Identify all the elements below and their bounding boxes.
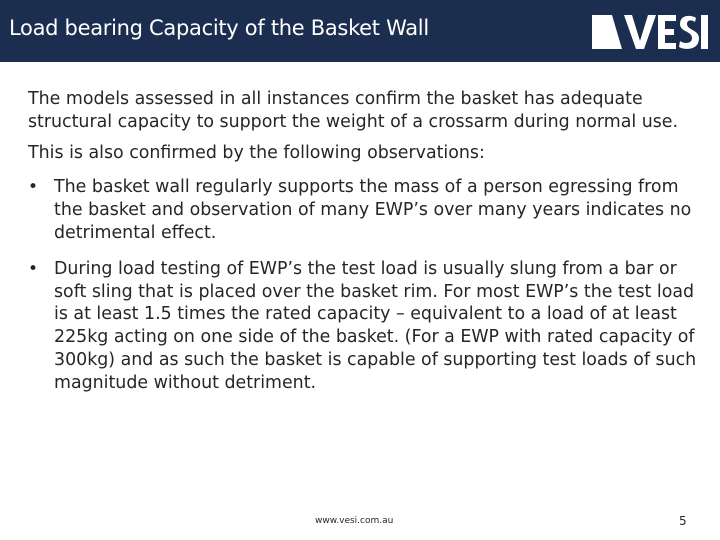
slide-title: Load bearing Capacity of the Basket Wall [9,16,429,40]
vesi-logo [592,15,708,49]
bullet-item [28,258,700,395]
bullet-list [28,176,700,394]
slide-body [28,88,700,408]
body-paragraph: This is also confirmed by the following observations: [28,142,485,163]
bullet-text: The basket wall regularly supports the mass of a person egressing from the basket and observation of many EWP’s over many years indicates no detrimental effect. [54,177,692,243]
bullet-text: During load testing of EWP’s the test load is usually slung from a bar or soft sling that is placed over the basket rim. For most EWP’s the test load is at least 1.5 times the rated capacity – equivalent to a load of at least 225kg acting on one side of the basket. (For a EWP with rated capacity of 300kg) and as such the basket is capable of supporting test loads of such magnitude without detriment. [54,258,697,393]
body-paragraph: The models assessed in all instances confirm the basket has adequate structural capacity to support the weight of a crossarm during normal use. [28,89,679,132]
bullet-icon: • [28,258,39,279]
page-number: 5 [679,514,687,528]
bullet-icon: • [28,177,39,198]
footer-url: www.vesi.com.au [315,516,394,526]
bullet-item [28,176,700,244]
header-bar [0,0,720,62]
